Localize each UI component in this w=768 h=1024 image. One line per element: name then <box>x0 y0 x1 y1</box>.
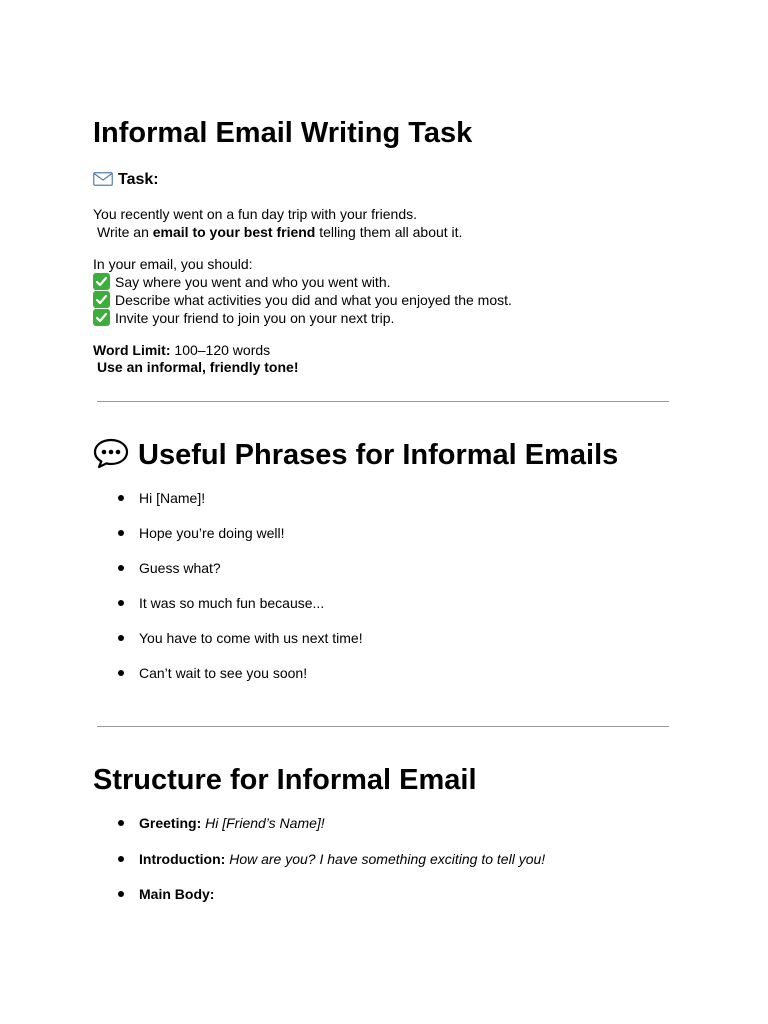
bullet-icon <box>118 856 124 862</box>
task-heading-label: Task: <box>118 171 159 188</box>
checklist-item <box>93 273 391 291</box>
speech-bubble-icon <box>93 437 129 469</box>
structure-text: How are you? I have something exciting to tell you! <box>225 851 546 867</box>
bullet-icon <box>118 600 124 606</box>
task-line-2: Write an email to your best friend telling them all about it. <box>97 224 463 240</box>
green-checkmark-icon <box>93 273 110 290</box>
phrases-heading <box>93 437 618 472</box>
envelope-icon <box>93 172 113 186</box>
structure-label: Main Body: <box>139 886 215 902</box>
word-limit-value: 100–120 words <box>170 342 271 358</box>
word-limit <box>93 341 270 359</box>
task-line-2-emphasis: email to your best friend <box>152 224 316 240</box>
bullet-icon <box>118 820 124 826</box>
green-checkmark-icon <box>93 309 110 326</box>
green-checkmark-icon <box>93 291 110 308</box>
bullet-icon <box>118 565 124 571</box>
checklist-item-text: Say where you went and who you went with. <box>115 274 391 290</box>
phrases-heading-label: Useful Phrases for Informal Emails <box>138 439 619 471</box>
structure-text: Hi [Friend’s Name]! <box>201 815 325 831</box>
bullet-icon <box>118 635 124 641</box>
structure-label: Greeting: <box>139 815 202 831</box>
bullet-icon <box>118 530 124 536</box>
checklist-item-text: Invite your friend to join you on your next trip. <box>115 310 395 326</box>
structure-heading: Structure for Informal Email <box>93 764 477 796</box>
task-heading <box>93 170 159 190</box>
structure-label: Introduction: <box>139 851 226 867</box>
bullet-icon <box>118 670 124 676</box>
divider <box>97 726 669 727</box>
checklist-item <box>93 309 394 327</box>
checklist-item <box>93 291 512 309</box>
tone-note: Use an informal, friendly tone! <box>97 359 299 375</box>
bullet-icon <box>118 495 124 501</box>
bullet-icon <box>118 891 124 897</box>
divider <box>97 401 669 402</box>
checklist-item-text: Describe what activities you did and what you enjoyed the most. <box>115 292 512 308</box>
page-title: Informal Email Writing Task <box>93 117 473 149</box>
task-line-1: You recently went on a fun day trip with your friends. <box>93 206 417 222</box>
word-limit-label: Word Limit: <box>93 342 171 358</box>
checklist-intro: In your email, you should: <box>93 256 253 272</box>
